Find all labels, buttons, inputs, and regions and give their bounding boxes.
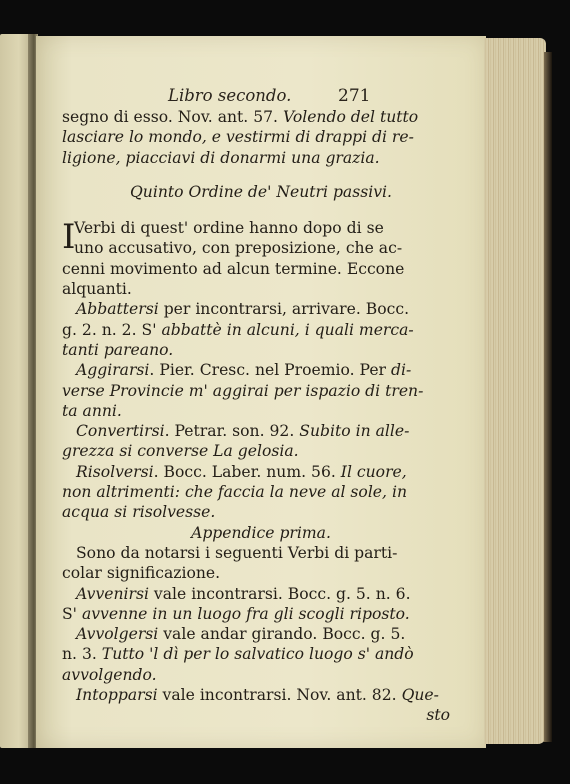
text-line bbox=[62, 685, 460, 705]
text-line bbox=[62, 462, 460, 482]
text-line bbox=[62, 441, 460, 461]
italic-text: Quinto Ordine de' Neutri passivi. bbox=[130, 182, 392, 201]
text-line bbox=[62, 381, 460, 401]
text-line bbox=[62, 127, 460, 147]
text-line bbox=[62, 401, 460, 421]
italic-text: di- bbox=[390, 361, 412, 380]
italic-text: avvenne in un luogo fra gli scogli riposto. bbox=[81, 604, 410, 623]
roman-text: colar significazione. bbox=[62, 564, 221, 583]
roman-text: uno accusativo, con preposizione, che ac- bbox=[74, 239, 403, 258]
roman-text: . Pier. Cresc. nel Proemio. Per bbox=[149, 361, 391, 380]
book-edge-shadow bbox=[544, 52, 552, 742]
roman-text: vale andar girando. Bocc. g. 5. bbox=[158, 625, 406, 644]
italic-text: Risolversi bbox=[76, 462, 154, 481]
roman-text: segno di esso. Nov. ant. 57. bbox=[62, 108, 283, 126]
italic-text: Avvenirsi bbox=[76, 584, 149, 603]
roman-text: vale incontrarsi. Bocc. g. 5. n. 6. bbox=[148, 584, 411, 603]
italic-text: Volendo del tutto bbox=[282, 108, 419, 126]
roman-text: Verbi di quest' ordine hanno dopo di se bbox=[74, 219, 384, 238]
running-head: Libro secondo. bbox=[168, 86, 292, 105]
text-line bbox=[62, 182, 460, 202]
text-line bbox=[62, 644, 460, 664]
italic-text: avvolgendo. bbox=[62, 665, 157, 684]
italic-text: Que- bbox=[401, 686, 439, 705]
italic-text: Il cuore, bbox=[340, 462, 407, 481]
text-line bbox=[62, 502, 460, 522]
text-line bbox=[62, 563, 460, 583]
italic-text: grezza si converse La gelosia. bbox=[62, 442, 299, 461]
text-line bbox=[62, 320, 460, 340]
roman-text: S' bbox=[62, 604, 82, 623]
italic-text: Appendice prima. bbox=[191, 523, 331, 542]
drop-cap: I bbox=[62, 217, 76, 258]
roman-text: n. 3. bbox=[62, 645, 102, 664]
italic-text: Convertirsi bbox=[76, 422, 165, 441]
italic-text: non altrimenti: che faccia la neve al sole, in bbox=[62, 483, 407, 502]
text-line bbox=[62, 107, 460, 127]
italic-text: ligione, piacciavi di donarmi una grazia. bbox=[62, 148, 380, 167]
roman-text: per incontrarsi, arrivare. Bocc. bbox=[158, 300, 410, 319]
text-line bbox=[62, 421, 460, 441]
roman-text: cenni movimento ad alcun termine. Eccone bbox=[62, 259, 405, 278]
text-line bbox=[62, 482, 460, 502]
text-line bbox=[62, 299, 460, 319]
italic-text: lasciare lo mondo, e vestirmi di drappi di re- bbox=[62, 128, 414, 147]
roman-text: alquanti. bbox=[62, 280, 132, 299]
italic-text: verse Provincie m' aggirai per ispazio di tren- bbox=[62, 381, 424, 400]
italic-text: acqua si risolvesse. bbox=[62, 503, 216, 522]
italic-text: tanti pareano. bbox=[62, 340, 174, 359]
text-line bbox=[62, 584, 460, 604]
italic-text: Intopparsi bbox=[76, 686, 158, 705]
text-line bbox=[62, 665, 460, 685]
page-text bbox=[62, 107, 460, 726]
catchword: sto bbox=[426, 706, 450, 725]
roman-text: . Bocc. Laber. num. 56. bbox=[153, 462, 341, 481]
text-line bbox=[62, 543, 460, 563]
text-line bbox=[62, 624, 460, 644]
roman-text: . Petrar. son. 92. bbox=[164, 422, 300, 441]
roman-text: vale incontrarsi. Nov. ant. 82. bbox=[157, 686, 402, 705]
text-line bbox=[62, 259, 460, 279]
italic-text: Subito in alle- bbox=[299, 422, 410, 441]
text-line bbox=[62, 604, 460, 624]
italic-text: Aggirarsi bbox=[76, 361, 150, 380]
italic-text: Abbattersi bbox=[76, 300, 159, 319]
page-number: 271 bbox=[338, 86, 371, 106]
roman-text: Sono da notarsi i seguenti Verbi di parti- bbox=[76, 543, 398, 562]
italic-text: Avvolgersi bbox=[76, 625, 159, 644]
text-line bbox=[62, 148, 460, 168]
text-line bbox=[62, 340, 460, 360]
italic-text: ta anni. bbox=[62, 401, 122, 420]
text-line bbox=[62, 279, 460, 299]
page-edges bbox=[484, 38, 546, 744]
text-line bbox=[62, 238, 460, 258]
italic-text: abbattè in alcuni, i quali merca- bbox=[161, 320, 414, 339]
text-line bbox=[62, 523, 460, 543]
italic-text: Tutto 'l dì per lo salvatico luogo s' andò bbox=[101, 645, 414, 664]
roman-text: g. 2. n. 2. S' bbox=[62, 320, 162, 339]
text-line bbox=[62, 360, 460, 380]
